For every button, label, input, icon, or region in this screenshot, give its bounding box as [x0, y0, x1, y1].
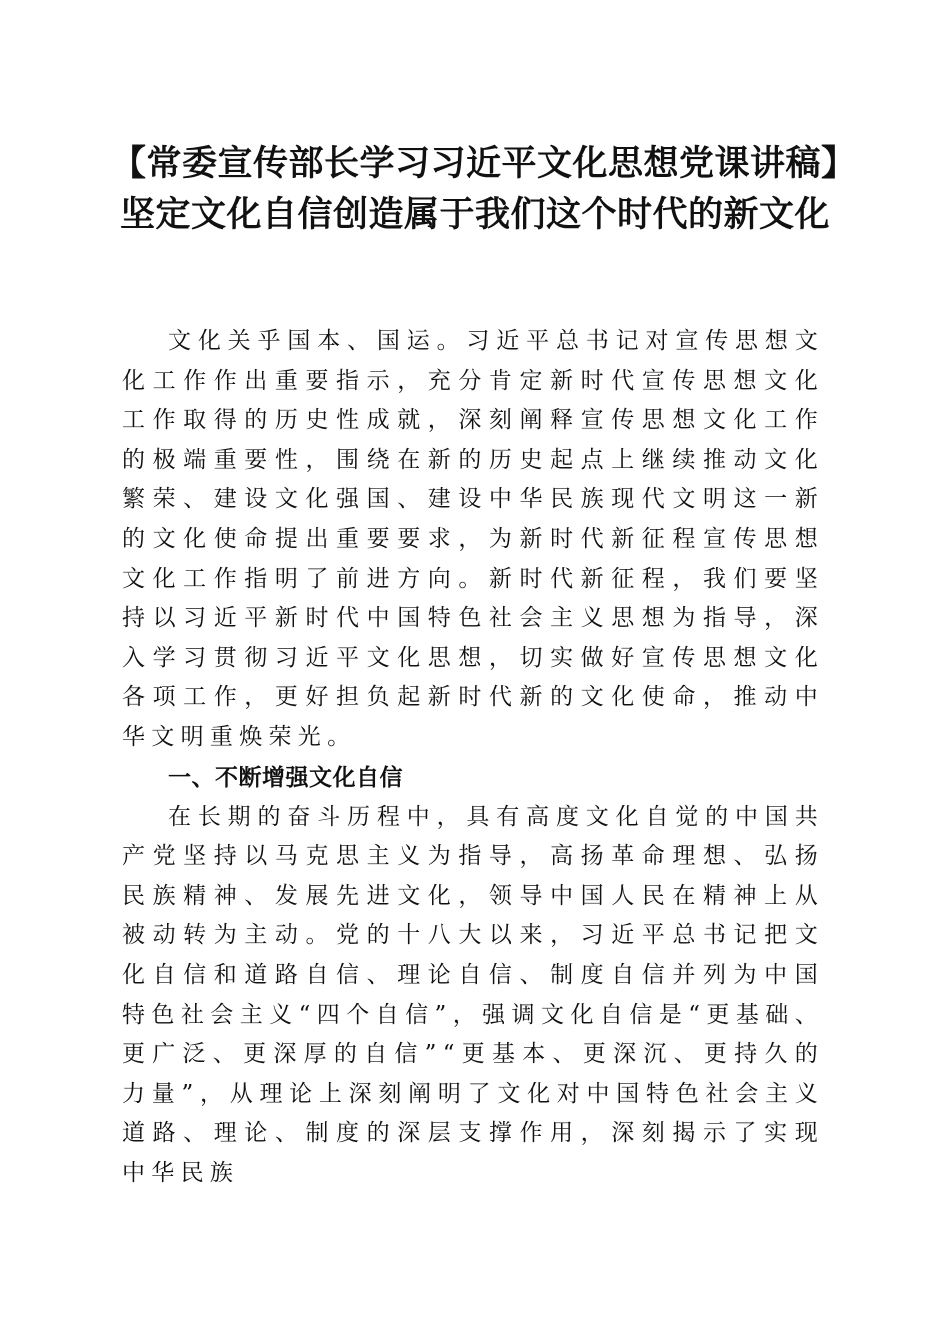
section-paragraph: 在长期的奋斗历程中，具有高度文化自觉的中国共产党坚持以马克思主义为指导，高扬革命理想、弘扬民族精神、发展先进文化，领导中国人民在精神上从被动转为主动。党的十八大以来，习近平总书记把文化自信和道路自信、理论自信、制度自信并列为中国特色社会主义“四个自信”，强调文化自信是“更基础、更广泛、更深厚的自信”“更基本、更深沉、更持久的力量”，从理论上深刻阐明了文化对中国特色社会主义道路、理论、制度的深层支撑作用，深刻揭示了实现中华民族 [122, 803, 824, 1186]
section-heading: 一、不断增强文化自信 [168, 764, 403, 791]
intro-paragraph: 文化关乎国本、国运。习近平总书记对宣传思想文化工作作出重要指示，充分肯定新时代宣传思想文化工作取得的历史性成就，深刻阐释宣传思想文化工作的极端重要性，围绕在新的历史起点上继续推动文化繁荣、建设文化强国、建设中华民族现代文明这一新的文化使命提出重要要求，为新时代新征程宣传思想文化工作指明了前进方向。新时代新征程，我们要坚持以习近平新时代中国特色社会主义思想为指导，深入学习贯彻习近平文化思想，切实做好宣传思想文化各项工作，更好担负起新时代新的文化使命，推动中华文明重焕荣光。 [122, 328, 824, 750]
document-body [122, 322, 824, 1193]
document-title: 【常委宣传部长学习习近平文化思想党课讲稿】坚定文化自信创造属于我们这个时代的新文化 [110, 143, 839, 235]
